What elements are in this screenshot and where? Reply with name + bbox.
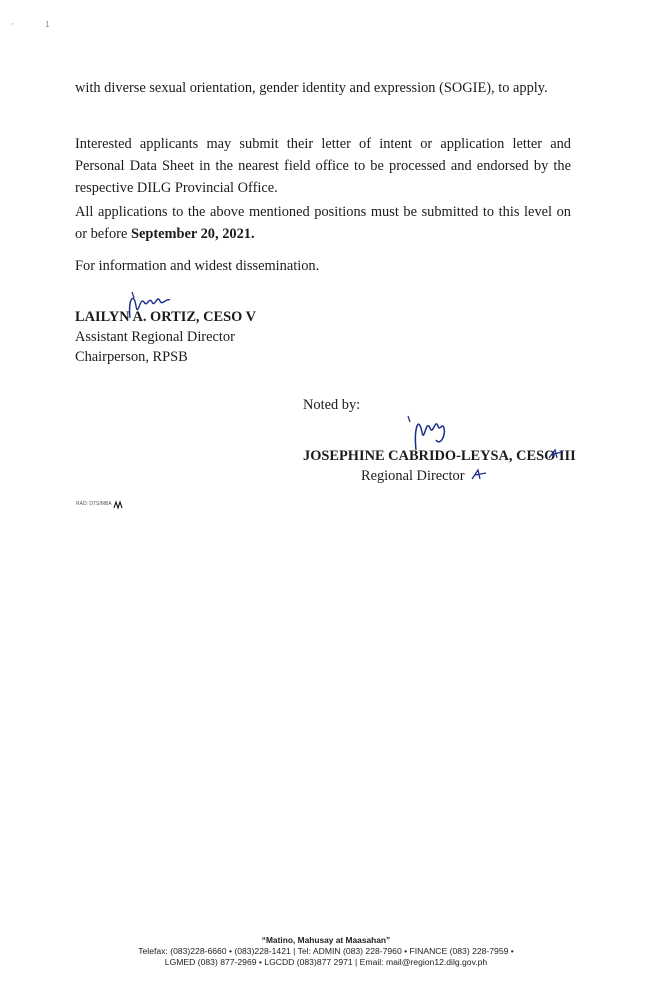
initials-mark (113, 500, 125, 510)
deadline-text: All applications to the above mentioned positions must be submitted to this level on or before (75, 204, 571, 242)
paragraph-dissemination: For information and widest dissemination. (75, 258, 320, 274)
initials-mark (547, 448, 567, 462)
signatory-title: Assistant Regional Director (75, 329, 235, 345)
signatory-chairperson (75, 307, 256, 367)
noted-by-label: Noted by: (303, 397, 361, 413)
footer-contact-line: LGMED (083) 877-2969 • LGCDD (083)877 2971 | Email: mail@region12.dilg.gov.ph (164, 957, 488, 967)
signatory-name: JOSEPHINE CABRIDO-LEYSA, CESO III (303, 448, 576, 464)
paragraph-deadline (75, 201, 571, 245)
paragraph-submission: Interested applicants may submit their letter of intent or application letter and Personal Data Sheet in the nearest field office to be processed and endorsed by the respective DILG Provincial Office. (75, 136, 571, 196)
signatory-title: Regional Director (361, 468, 465, 484)
signatory-role: Chairperson, RPSB (75, 349, 188, 365)
signatory-name: LAILYN A. ORTIZ, CESO V (75, 309, 257, 325)
signatory-regional-director (303, 446, 576, 486)
reference-code: RAD: DTS/MBA (76, 501, 112, 507)
deadline-date: September 20, 2021. (130, 226, 255, 242)
scan-mark: ' (12, 22, 14, 31)
paragraph-sogie: with diverse sexual orientation, gender identity and expression (SOGIE), to apply. (75, 80, 548, 96)
letterhead-footer (0, 935, 652, 968)
scan-mark: 1 (45, 20, 50, 29)
footer-contact-line: Telefax: (083)228-6660 • (083)228-1421 | Tel: ADMIN (083) 228-7960 • FINANCE (083) 228-7959 • (138, 946, 514, 956)
initials-mark (470, 468, 490, 482)
footer-motto: “Matino, Mahusay at Maasahan” (261, 935, 391, 945)
